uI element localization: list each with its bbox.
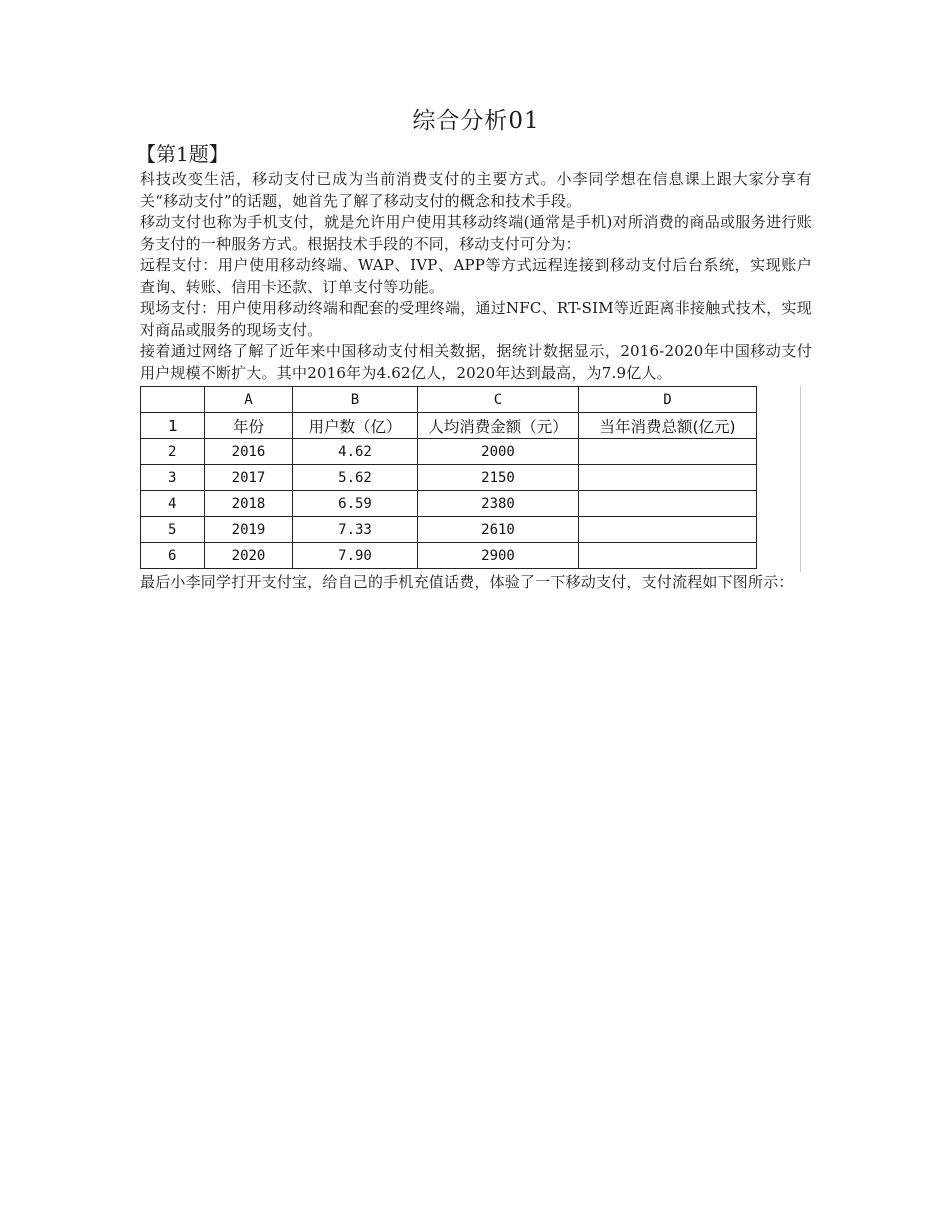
question-label: 【第1题】 bbox=[136, 142, 229, 166]
table-row bbox=[141, 491, 757, 517]
cell-year: 2018 bbox=[205, 491, 293, 517]
row-number: 2 bbox=[141, 439, 205, 465]
cell-users: 7.33 bbox=[293, 517, 418, 543]
cell-year: 2019 bbox=[205, 517, 293, 543]
cell-year: 2016 bbox=[205, 439, 293, 465]
cell-total-spend bbox=[579, 491, 757, 517]
paragraph-definition: 移动支付也称为手机支付，就是允许用户使用其移动终端(通常是手机)对所消费的商品或服务进行账务支付的一种服务方式。根据技术手段的不同，移动支付可分为： bbox=[140, 213, 812, 253]
header-avg-spend: 人均消费金额（元） bbox=[418, 413, 579, 439]
column-letter-a: A bbox=[205, 387, 293, 413]
header-total-spend: 当年消费总额(亿元) bbox=[579, 413, 757, 439]
paragraph-closing: 最后小李同学打开支付宝，给自己的手机充值话费，体验了一下移动支付，支付流程如下图所示： bbox=[140, 573, 794, 591]
paragraph-intro: 科技改变生活，移动支付已成为当前消费支付的主要方式。小李同学想在信息课上跟大家分享有关“移动支付”的话题，她首先了解了移动支付的概念和技术手段。 bbox=[140, 170, 812, 210]
cell-users: 6.59 bbox=[293, 491, 418, 517]
cell-avg-spend: 2610 bbox=[418, 517, 579, 543]
table-row bbox=[141, 465, 757, 491]
row-number: 6 bbox=[141, 543, 205, 569]
paragraph-remote-payment: 远程支付：用户使用移动终端、WAP、IVP、APP等方式远程连接到移动支付后台系统，实现账户查询、转账、信用卡还款、订单支付等功能。 bbox=[140, 256, 812, 296]
row-number: 4 bbox=[141, 491, 205, 517]
cell-total-spend bbox=[579, 543, 757, 569]
row-number: 3 bbox=[141, 465, 205, 491]
row-number: 5 bbox=[141, 517, 205, 543]
table-row bbox=[141, 517, 757, 543]
cell-total-spend bbox=[579, 517, 757, 543]
cell-users: 4.62 bbox=[293, 439, 418, 465]
header-users: 用户数（亿） bbox=[293, 413, 418, 439]
cell-total-spend bbox=[579, 465, 757, 491]
paragraph-onsite-payment: 现场支付：用户使用移动终端和配套的受理终端，通过NFC、RT-SIM等近距离非接触式技术，实现对商品或服务的现场支付。 bbox=[140, 299, 812, 339]
spreadsheet-figure bbox=[140, 386, 781, 569]
cell-avg-spend: 2000 bbox=[418, 439, 579, 465]
row-number: 1 bbox=[141, 413, 205, 439]
paragraph-statistics: 接着通过网络了解了近年来中国移动支付相关数据，据统计数据显示，2016-2020年中国移动支付用户规模不断扩大。其中2016年为4.62亿人，2020年达到最高，为7.9亿人。 bbox=[140, 342, 812, 382]
cell-users: 5.62 bbox=[293, 465, 418, 491]
column-letter-b: B bbox=[293, 387, 418, 413]
corner-cell bbox=[141, 387, 205, 413]
table-row bbox=[141, 543, 757, 569]
cell-avg-spend: 2900 bbox=[418, 543, 579, 569]
cell-year: 2017 bbox=[205, 465, 293, 491]
header-year: 年份 bbox=[205, 413, 293, 439]
column-letter-d: D bbox=[579, 387, 757, 413]
cell-users: 7.90 bbox=[293, 543, 418, 569]
document-title: 综合分析01 bbox=[412, 108, 540, 134]
column-letter-row bbox=[141, 387, 757, 413]
cell-year: 2020 bbox=[205, 543, 293, 569]
cell-avg-spend: 2150 bbox=[418, 465, 579, 491]
column-letter-c: C bbox=[418, 387, 579, 413]
cell-avg-spend: 2380 bbox=[418, 491, 579, 517]
spreadsheet-table bbox=[140, 386, 757, 569]
header-row bbox=[141, 413, 757, 439]
table-row bbox=[141, 439, 757, 465]
cell-total-spend bbox=[579, 439, 757, 465]
document-page bbox=[136, 104, 812, 594]
